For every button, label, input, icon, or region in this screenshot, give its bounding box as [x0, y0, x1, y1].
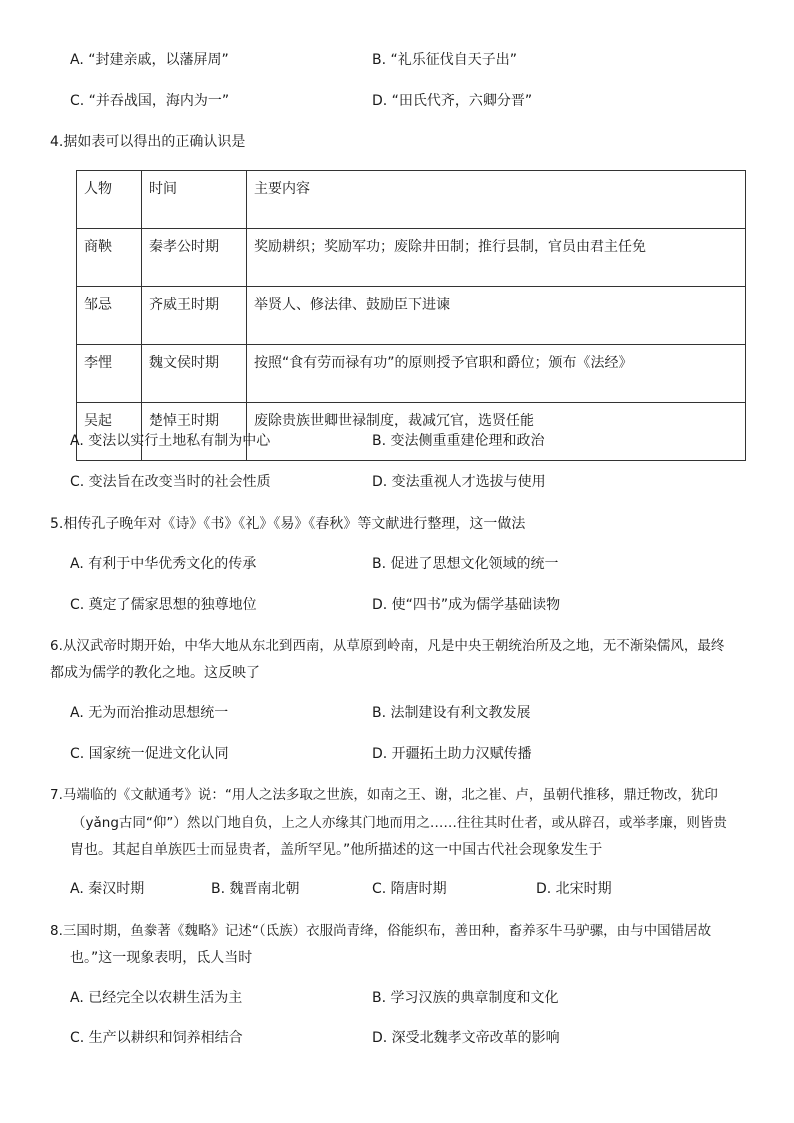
table-cell-person: 李悝: [77, 345, 142, 403]
table-header-cell: 时间: [142, 171, 247, 229]
q3-option-a: A. “封建亲戚，以藩屏周”: [70, 52, 229, 68]
table-cell-content: 按照“食有劳而禄有功”的原则授予官职和爵位；颁布《法经》: [247, 345, 746, 403]
q7-option-a: A. 秦汉时期: [70, 881, 145, 897]
q4-option-a: A. 变法以实行土地私有制为中心: [70, 433, 271, 449]
q3-option-d: D. “田氏代齐，六卿分晋”: [372, 93, 533, 109]
q7-option-d: D. 北宋时期: [536, 881, 612, 897]
table-cell-content: 废除贵族世卿世禄制度，裁减冗官，选贤任能: [247, 403, 746, 461]
q4-option-c: C. 变法旨在改变当时的社会性质: [70, 474, 271, 490]
q6-option-d: D. 开疆拓土助力汉赋传播: [372, 746, 532, 762]
table-header-cell: 人物: [77, 171, 142, 229]
q7-stem-line-3: 胄也。其起自单族匹士而显贵者，盖所罕见。”他所描述的这一中国古代社会现象发生于: [70, 842, 603, 858]
q8-option-b: B. 学习汉族的典章制度和文化: [372, 990, 559, 1006]
table-cell-person: 邹忌: [77, 287, 142, 345]
q7-stem-line-2: （yǎng古同“仰”）然以门地自负，上之人亦缘其门地而用之……往往其时仕者，或从辟召，或举孝廉，则皆贵: [72, 815, 727, 831]
table-cell-person: 吴起: [77, 403, 142, 461]
q8-option-c: C. 生产以耕织和饲养相结合: [70, 1030, 243, 1046]
q3-option-c: C. “并吞战国，海内为一”: [70, 93, 230, 109]
q8-option-d: D. 深受北魏孝文帝改革的影响: [372, 1030, 560, 1046]
q6-stem-line-2: 都成为儒学的教化之地。这反映了: [50, 665, 260, 681]
q5-option-c: C. 奠定了儒家思想的独尊地位: [70, 597, 257, 613]
q5-option-b: B. 促进了思想文化领域的统一: [372, 556, 559, 572]
q4-option-d: D. 变法重视人才选拔与使用: [372, 474, 546, 490]
q8-stem-line-1: 8.三国时期，鱼豢著《魏略》记述“（氐族）衣服尚青绛，俗能织布，善田种，畜养豕牛马驴骡，由与中国错居故: [50, 923, 712, 939]
table-cell-period: 齐威王时期: [142, 287, 247, 345]
q8-stem-line-2: 也。”这一现象表明，氐人当时: [70, 950, 253, 966]
table-row: [77, 345, 746, 403]
table-header-cell: 主要内容: [247, 171, 746, 229]
q6-option-b: B. 法制建设有利文教发展: [372, 705, 531, 721]
table-cell-period: 秦孝公时期: [142, 229, 247, 287]
q4-stem: 4.据如表可以得出的正确认识是: [50, 134, 246, 150]
q3-option-b: B. “礼乐征伐自天子出”: [372, 52, 518, 68]
table-cell-content: 奖励耕织；奖励军功；废除井田制；推行县制，官员由君主任免: [247, 229, 746, 287]
table-row: [77, 287, 746, 345]
q6-option-a: A. 无为而治推动思想统一: [70, 705, 229, 721]
reform-table: [76, 170, 746, 461]
q5-option-d: D. 使“四书”成为儒学基础读物: [372, 597, 561, 613]
table-cell-period: 楚悼王时期: [142, 403, 247, 461]
table-header-row: [77, 171, 746, 229]
q4-option-b: B. 变法侧重重建伦理和政治: [372, 433, 545, 449]
q6-stem-line-1: 6.从汉武帝时期开始，中华大地从东北到西南，从草原到岭南，凡是中央王朝统治所及之地，无不渐染儒风，最终: [50, 638, 725, 654]
q8-option-a: A. 已经完全以农耕生活为主: [70, 990, 243, 1006]
table-cell-content: 举贤人、修法律、鼓励臣下进谏: [247, 287, 746, 345]
q5-stem: 5.相传孔子晚年对《诗》《书》《礼》《易》《春秋》等文献进行整理，这一做法: [50, 516, 526, 532]
table-cell-period: 魏文侯时期: [142, 345, 247, 403]
q5-option-a: A. 有利于中华优秀文化的传承: [70, 556, 257, 572]
q7-option-b: B. 魏晋南北朝: [211, 881, 300, 897]
table-row: [77, 229, 746, 287]
q7-stem-line-1: 7.马端临的《文献通考》说：“用人之法多取之世族，如南之王、谢，北之崔、卢，虽朝代推移，鼎迁物改，犹印: [50, 787, 718, 803]
q7-option-c: C. 隋唐时期: [372, 881, 447, 897]
table-cell-person: 商鞅: [77, 229, 142, 287]
q6-option-c: C. 国家统一促进文化认同: [70, 746, 229, 762]
